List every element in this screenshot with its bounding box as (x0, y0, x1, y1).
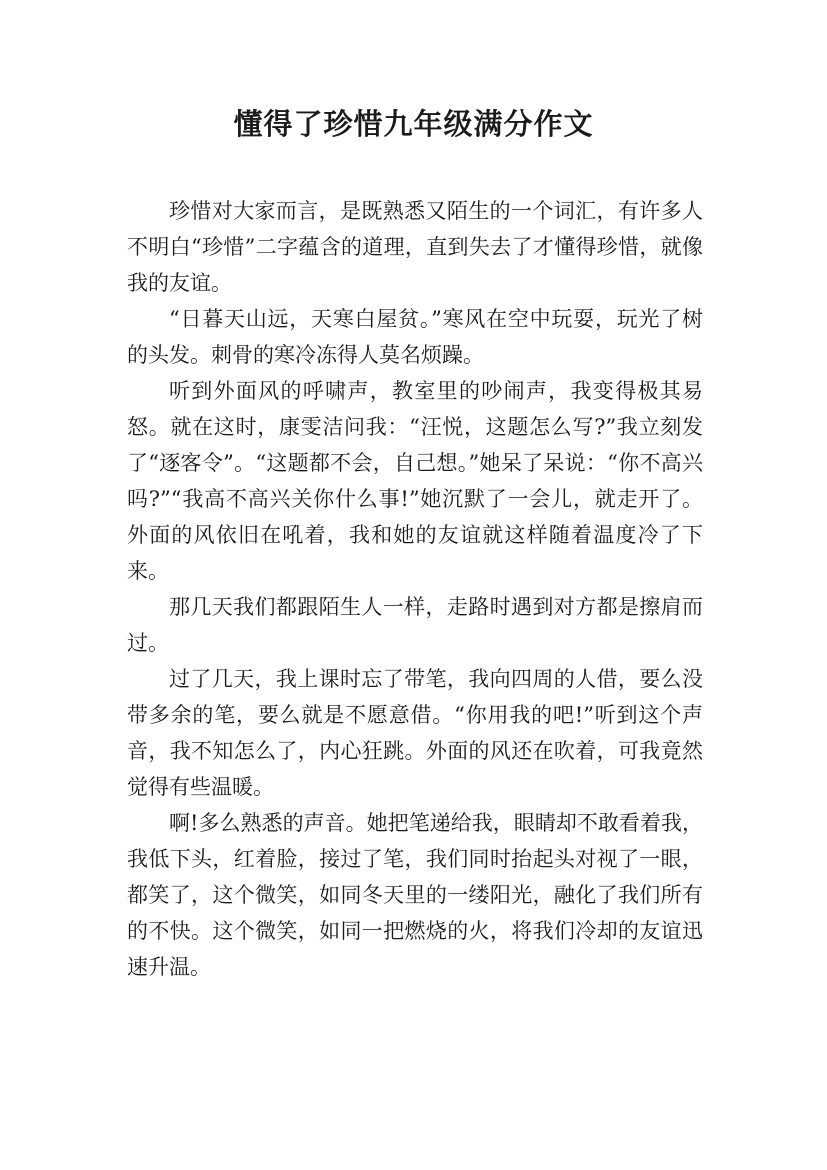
document-title: 懂得了珍惜九年级满分作文 (233, 107, 594, 141)
paragraph: 过了几天，我上课时忘了带笔，我向四周的人借，要么没带多余的笔，要么就是不愿意借。“你用我的吧!”听到这个声音，我不知怎么了，内心狂跳。外面的风还在吹着，可我竟然觉得有些温暖。 (127, 667, 703, 799)
paragraph: “日暮天山远，天寒白屋贫。”寒风在空中玩耍，玩光了树的头发。刺骨的寒冷冻得人莫名烦躁。 (127, 307, 703, 367)
paragraph: 那几天我们都跟陌生人一样，走路时遇到对方都是擦肩而过。 (127, 595, 703, 655)
paragraph: 啊!多么熟悉的声音。她把笔递给我，眼睛却不敢看着我，我低下头，红着脸，接过了笔，我们同时抬起头对视了一眼，都笑了，这个微笑，如同冬天里的一缕阳光，融化了我们所有的不快。这个微笑，如同一把燃烧的火，将我们冷却的友谊迅速升温。 (127, 811, 703, 979)
paragraph: 珍惜对大家而言，是既熟悉又陌生的一个词汇，有许多人不明白“珍惜”二字蕴含的道理，直到失去了才懂得珍惜，就像我的友谊。 (127, 199, 703, 295)
paragraph: 听到外面风的呼啸声，教室里的吵闹声，我变得极其易怒。就在这时，康雯洁问我：“汪悦，这题怎么写?”我立刻发了“逐客令”。“这题都不会，自己想。”她呆了呆说：“你不高兴吗?”“我高不高兴关你什么事!”她沉默了一会儿，就走开了。外面的风依旧在吼着，我和她的友谊就这样随着温度冷了下来。 (127, 379, 703, 583)
document-body (127, 193, 703, 985)
